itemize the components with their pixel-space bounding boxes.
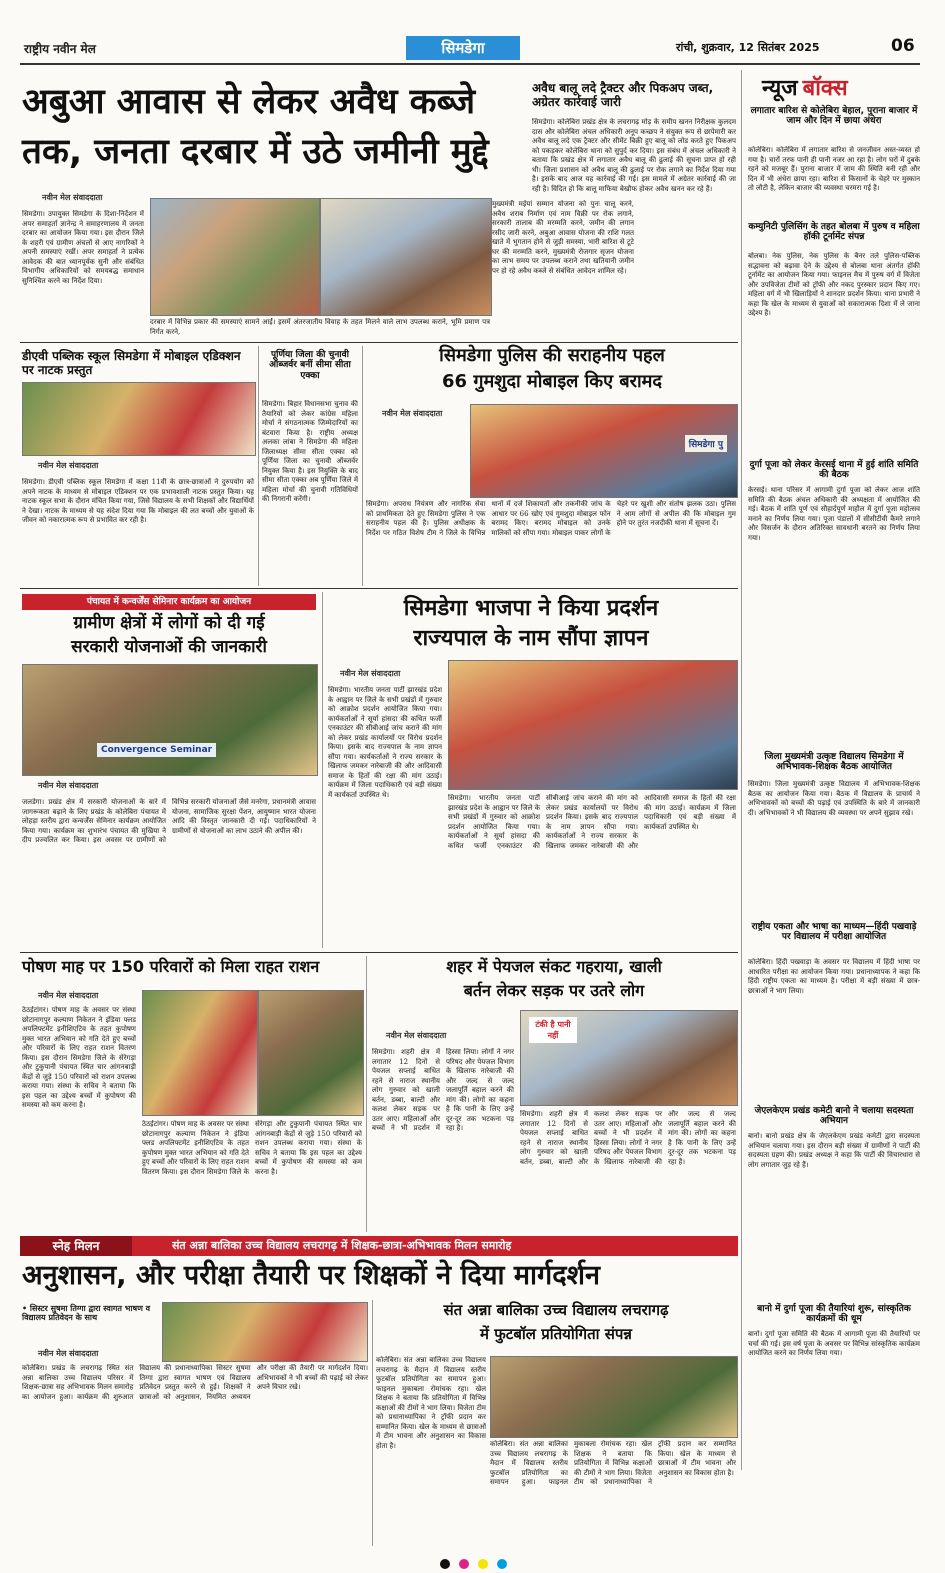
sneh-strip-text: संत अन्ना बालिका उच्च विद्यालय लचरागढ़ में शिक्षक-छात्रा-अभिभावक मिलन समारोह bbox=[172, 1239, 512, 1252]
dav-headline: डीएवी पब्लिक स्कूल सिमडेगा में मोबाइल एडिक्शन पर नाटक प्रस्तुत bbox=[22, 349, 241, 377]
dateline: रांची, शुक्रवार, 12 सितंबर 2025 bbox=[676, 41, 820, 54]
bjp-photo bbox=[448, 660, 738, 790]
poshan-photo-2 bbox=[258, 990, 364, 1116]
poshan-body-cont: ठेठईटांगर। पोषण माह के अवसर पर संस्था छोटानागपुर कल्याण निकेतन ने इंडिया फ्लड अपलिफ्टमेंट इनीशिएटिव के तहत कुपोषण मुक्त भारत अभियान को गति देते हुए बच्चों और परिवारों के लिए राहत राशन वितरण किया। इस दौरान सिमडेगा जिले के सेरेगड़ा और टुकुपानी पंचायत स्थित चार आंगनबाड़ी केंद्रों से जुड़े 150 परिवारों को राशन उपलब्ध कराया गया। संस्था के सचिव ने बताया कि इस पहल का उद्देश्य बच्चों में कुपोषण की समस्या को कम करना है। bbox=[142, 1120, 362, 1176]
water-body-cont: सिमडेगा। शहरी क्षेत्र में लगातार 12 दिनों से पेयजल सप्लाई बाधित रहने से नाराज स्थानीय लोग गुरुवार को खाली बर्तन, डब्बा, बाल्टी और कलश लेकर सड़क पर उतर आए। महिलाओं और बच्चों ने भी प्रदर्शन में हिस्सा लिया। लोगों ने नगर परिषद और पेयजल विभाग के खिलाफ नारेबाजी की और जल्द से जल्द जलापूर्ति बहाल करने की मांग की। लोगों का कहना है कि पानी के लिए उन्हें दूर-दूर तक भटकना पड़ रहा है। bbox=[520, 1110, 736, 1166]
gramin-kicker: पंचायत में कन्वर्जेंस सेमिनार कार्यक्रम का आयोजन bbox=[22, 594, 316, 610]
police-body: सिमडेगा। अपराध नियंत्रण और नागरिक सेवा को प्राथमिकता देते हुए सिमडेगा पुलिस ने एक सराहनीय पहल की है। पुलिस अधीक्षक के निर्देश पर गठित विशेष टीम ने जिले के विभिन्न थानों में दर्ज शिकायतों और तकनीकी जांच के आधार पर 66 खोए एवं गुमशुदा मोबाइल फोन बरामद किए। बरामद मोबाइल को उनके मालिकों को सौंपा गया। मोबाइल पाकर लोगों के चेहरे पर खुशी और संतोष झलक उठा। पुलिस ने आम लोगों से अपील की कि मोबाइल गुम होने पर तुरंत नजदीकी थाना में सूचना दें। bbox=[366, 500, 736, 537]
lead-body-right: मुख्यमंत्री मईयां सम्मान योजना को पुनः चालू करने, अवैध शराब निर्माण एवं नाम विक्री पर रोक लगाने, सरकारी तालाब की मरम्मति करने, जमीन की लगान रसीद जारी करने, अबुआ आवास योजना की राशि गलत खाते में भुगतान होने से जुड़ी समस्या, भारी बारिश से टूटे घर की मरम्मति करने, मुख्यमंत्री रोजगार सृजन योजना का लाभ समय पर उपलब्ध कराने तथा खतियानी जमीन पर हो रहे अवैध कब्जे से संबंधित आवेदन शामिल रहे। bbox=[492, 200, 634, 275]
lead-headline-line2: तक, जनता दरबार में उठे जमीनी मुद्दे bbox=[22, 132, 489, 172]
lead-body-left: सिमडेगा। उपायुक्त सिमडेगा के दिशा-निर्देशन में अपर समाहर्ता ज्ञानेन्द्र ने समाहरणालय में जनता दरबार का आयोजन किया गया। इस दौरान जिले के शहरी एवं ग्रामीण अंचलों से आए नागरिकों ने अपनी समस्याएं रखीं। अपर समाहर्ता ने प्रत्येक आवेदक की बात ध्यानपूर्वक सुनी और संबंधित विभागीय अधिकारियों को समयबद्ध समाधान सुनिश्चित करने का निर्देश दिया। bbox=[22, 210, 144, 285]
poshan-headline: पोषण माह पर 150 परिवारों को मिला राहत राशन bbox=[22, 957, 320, 976]
sneh-headline: अनुशासन, और परीक्षा तैयारी पर शिक्षकों ने दिया मार्गदर्शन bbox=[22, 1260, 600, 1291]
bjp-headline-line1: सिमडेगा भाजपा ने किया प्रदर्शन bbox=[403, 596, 659, 621]
news-box-title-1: न्यूज bbox=[762, 76, 798, 101]
purnia-body: सिमडेगा। बिहार विधानसभा चुनाव की तैयारियों को लेकर कांग्रेस महिला मोर्चा ने संगठनात्मक जिम्मेदारियों का बंटवारा किया है। राष्ट्रीय अध्यक्ष अलका लांबा ने सिमडेगा की महिला जिलाध्यक्ष सीमा सीता एक्का को पूर्णिया जिला का चुनावी ऑब्जर्वर नियुक्त किया है। इस नियुक्ति के बाद सीमा सीता एक्का अब पूर्णिया जिले में महिला मोर्चा की चुनावी गतिविधियों की निगरानी करेंगी। bbox=[262, 400, 358, 503]
news-box-item7-body: बानो। दुर्गा पूजा समिति की बैठक में आगामी पूजा की तैयारियों पर चर्चा की गई। इस वर्ष पूजा के अवसर पर विभिन्न सांस्कृतिक कार्यक्रम आयोजित करने का निर्णय लिया गया। bbox=[748, 1330, 920, 1357]
football-body-cont: कोलेबिरा। संत अन्ना बालिका उच्च विद्यालय लचरागढ़ के मैदान में विद्यालय स्तरीय फुटबॉल प्रतियोगिता का समापन हुआ। फाइनल मुकाबला रोमांचक रहा। खेल शिक्षक ने बताया कि प्रतियोगिता में विभिन्न कक्षाओं की टीमों ने भाग लिया। विजेता टीम को प्रधानाध्यापिका ने ट्रॉफी प्रदान कर सम्मानित किया। खेल के माध्यम से छात्राओं में टीम भावना और अनुशासन का विकास होता है। bbox=[490, 1440, 736, 1486]
police-photo-banner: सिमडेगा पु bbox=[685, 435, 727, 452]
gramin-body: जलडेगा। प्रखंड क्षेत्र में सरकारी योजनाओं के बारे में जागरूकता बढ़ाने के लिए प्रखंड के कोलेबिरा पंचायत में लोहड़ा स्तरीय द्वारा कन्वर्जेंस सेमिनार कार्यक्रम आयोजित किया गया। कार्यक्रम का शुभारंभ पंचायत की मुखिया ने दीप प्रज्वलित कर किया। इस अवसर पर ग्रामीणों को विभिन्न सरकारी योजनाओं जैसे मनरेगा, प्रधानमंत्री आवास योजना, सामाजिक सुरक्षा पेंशन, आयुष्मान भारत योजना आदि की विस्तृत जानकारी दी गई। पदाधिकारियों ने ग्रामीणों से योजनाओं का लाभ उठाने की अपील की। bbox=[22, 798, 316, 844]
news-box-item2-head: कम्युनिटी पुलिसिंग के तहत बोलबा में पुरुष व महिला हॉकी टूर्नामेंट संपन्न bbox=[748, 222, 920, 243]
lead-photo-1 bbox=[150, 198, 320, 316]
sneh-body: कोलेबिरा। प्रखंड के लचरागढ़ स्थित संत अन्ना बालिका उच्च विद्यालय परिसर में शिक्षक-छात्रा सह अभिभावक मिलन समारोह का आयोजन हुआ। कार्यक्रम की शुरुआत विद्यालय की प्रधानाध्यापिका सिस्टर सुषमा तिग्गा द्वारा स्वागत भाषण एवं विद्यालय प्रतिवेदन प्रस्तुत करने से हुई। शिक्षकों ने छात्राओं को अनुशासन, नियमित अध्ययन और परीक्षा की तैयारी पर मार्गदर्शन दिया। अभिभावकों ने भी बच्चों की पढ़ाई को लेकर अपने विचार रखे। bbox=[22, 1364, 368, 1401]
water-photo bbox=[520, 1010, 738, 1106]
bjp-body: सिमडेगा। भारतीय जनता पार्टी झारखंड प्रदेश के आह्वान पर जिले के सभी प्रखंडों में गुरुवार को आक्रोश प्रदर्शन आयोजित किया गया। कार्यकर्ताओं ने सूर्या हांसदा की कथित फर्जी एनकाउंटर की सीबीआई जांच कराने की मांग को लेकर प्रखंड कार्यालयों पर विरोध प्रदर्शन किया। इसके बाद राज्यपाल के नाम ज्ञापन सौंपा गया। कार्यकर्ताओं ने राज्य सरकार के खिलाफ जमकर नारेबाजी की और आदिवासी समाज के हितों की रक्षा की मांग उठाई। कार्यक्रम में जिला पदाधिकारी एवं बड़ी संख्या में कार्यकर्ता उपस्थित थे। bbox=[328, 686, 442, 799]
news-box-item4-body: सिमडेगा। जिला मुख्यमंत्री उत्कृष्ट विद्यालय में अभिभावक-शिक्षक बैठक का आयोजन किया गया। बैठक में विद्यालय के प्राचार्य ने अभिभावकों को बच्चों की पढ़ाई एवं उपस्थिति के बारे में जानकारी दी। अभिभावकों ने भी विद्यालय की व्यवस्था पर अपने सुझाव रखे। bbox=[748, 780, 920, 817]
sneh-strip bbox=[20, 1236, 738, 1256]
bjp-byline: नवीन मेल संवाददाता bbox=[340, 669, 401, 678]
news-box-title bbox=[762, 72, 922, 102]
news-box-item2-body: बोलबा। नेक पुलिस, नेक पुलिस के बैनर तले पुलिस-पब्लिक सद्भावना को बढ़ावा देने के उद्देश्य से बोलबा थाना अंतर्गत हॉकी टूर्नामेंट का आयोजन किया गया। फाइनल मैच में पुरुष वर्ग में विजेता और उपविजेता टीमों को ट्रॉफी और नकद पुरस्कार प्रदान किए गए। महिला वर्ग में भी खिलाड़ियों ने शानदार प्रदर्शन किया। थाना प्रभारी ने कहा कि खेल के माध्यम से युवाओं को सकारात्मक दिशा में ले जाना उद्देश्य है। bbox=[748, 252, 920, 317]
news-box-item5-body: कोलेबिरा। हिंदी पखवाड़ा के अवसर पर विद्यालय में हिंदी भाषा पर आधारित परीक्षा का आयोजन किया गया। प्रधानाध्यापक ने कहा कि हिंदी राष्ट्रीय एकता का माध्यम है। परीक्षा में बड़ी संख्या में छात्र-छात्राओं ने भाग लिया। bbox=[748, 958, 920, 995]
news-box-item5-head: राष्ट्रीय एकता और भाषा का माध्यम—हिंदी पखवाड़े पर विद्यालय में परीक्षा आयोजित bbox=[751, 922, 917, 943]
dav-byline: नवीन मेल संवाददाता bbox=[38, 461, 99, 470]
gramin-photo-banner: Convergence Seminar bbox=[97, 743, 216, 757]
paper-name: राष्ट्रीय नवीन मेल bbox=[24, 42, 96, 56]
water-headline-line2: बर्तन लेकर सड़क पर उतरे लोग bbox=[463, 981, 645, 1000]
poshan-byline: नवीन मेल संवाददाता bbox=[38, 991, 99, 1000]
news-box-item6-head: जेएलकेएम प्रखंड कमेटी बानो ने चलाया सदस्यता अभियान bbox=[754, 1106, 914, 1127]
sneh-photo bbox=[162, 1302, 368, 1362]
purnia-headline: पूर्णिया जिला की चुनावी ऑब्जर्वर बनीं सीमा सीता एक्का bbox=[269, 350, 351, 381]
masthead bbox=[0, 0, 945, 70]
water-byline: नवीन मेल संवाददाता bbox=[386, 1031, 447, 1040]
lead-photo-caption: दरबार में विभिन्न प्रकार की समस्याएं सामने आईं। इसमें अंतरजातीय विवाह के तहत मिलने वाले लाभ उपलब्ध कराने, भूमि प्रमाण पत्र निर्गत करने, bbox=[150, 318, 490, 336]
lead-byline: नवीन मेल संवाददाता bbox=[42, 193, 103, 202]
water-body: सिमडेगा। शहरी क्षेत्र में लगातार 12 दिनों से पेयजल सप्लाई बाधित रहने से नाराज स्थानीय लोग गुरुवार को खाली बर्तन, डब्बा, बाल्टी और कलश लेकर सड़क पर उतर आए। महिलाओं और बच्चों ने भी प्रदर्शन में हिस्सा लिया। लोगों ने नगर परिषद और पेयजल विभाग के खिलाफ नारेबाजी की और जल्द से जल्द जलापूर्ति बहाल करने की मांग की। लोगों का कहना है कि पानी के लिए उन्हें दूर-दूर तक भटकना पड़ रहा है। bbox=[372, 1048, 514, 1132]
news-box-item1-head: लगातार बारिश से कोलेबिरा बेहाल, पुराना बाजार में जाम और दिन में छाया अंधेरा bbox=[750, 106, 918, 127]
news-box-title-2: बॉक्स bbox=[802, 76, 848, 101]
sneh-byline: नवीन मेल संवाददाता bbox=[38, 1349, 99, 1358]
print-registration-marks bbox=[440, 1554, 510, 1566]
dav-body: सिमडेगा। डीएवी पब्लिक स्कूल सिमडेगा में कक्षा 11वीं के छात्र-छात्राओं ने दुरुपयोग को अपने नाटक के माध्यम से मोबाइल एडिक्शन पर एक प्रभावशाली नाटक प्रस्तुत किया। यह नाटक स्कूल सभा के दौरान मंचित किया गया, जिसे विद्यालय के सभी शिक्षकों और विद्यार्थियों ने देखा। नाटक के माध्यम से यह संदेश दिया गया कि मोबाइल की लत बच्चों और युवाओं के जीवन को नकारात्मक रूप से प्रभावित कर रही है। bbox=[22, 478, 254, 524]
news-box-item4-head: जिला मुख्यमंत्री उत्कृष्ट विद्यालय सिमडेगा में अभिभावक-शिक्षक बैठक आयोजित bbox=[764, 752, 904, 773]
bjp-headline-line2: राज्यपाल के नाम सौंपा ज्ञापन bbox=[413, 626, 649, 651]
news-box-item3-head: दुर्गा पूजा को लेकर केरसई थाना में हुई शांति समिति की बैठक bbox=[749, 460, 919, 481]
poshan-photo-1 bbox=[142, 990, 258, 1116]
football-headline-line1: संत अन्ना बालिका उच्च विद्यालय लचरागढ़ bbox=[443, 1301, 669, 1319]
football-body: कोलेबिरा। संत अन्ना बालिका उच्च विद्यालय लचरागढ़ के मैदान में विद्यालय स्तरीय फुटबॉल प्रतियोगिता का समापन हुआ। फाइनल मुकाबला रोमांचक रहा। खेल शिक्षक ने बताया कि प्रतियोगिता में विभिन्न कक्षाओं की टीमों ने भाग लिया। विजेता टीम को प्रधानाध्यापिका ने ट्रॉफी प्रदान कर सम्मानित किया। खेल के माध्यम से छात्राओं में टीम भावना और अनुशासन का विकास होता है। bbox=[376, 1356, 486, 1450]
police-headline-line1: सिमडेगा पुलिस की सराहनीय पहल bbox=[439, 345, 665, 366]
lead-headline-line1: अबुआ आवास से लेकर अवैध कब्जे bbox=[22, 82, 476, 122]
gramin-headline-line2: सरकारी योजनाओं की जानकारी bbox=[71, 637, 267, 657]
football-photo bbox=[490, 1356, 738, 1438]
sneh-tag: स्नेह मिलन bbox=[20, 1236, 132, 1256]
police-headline-line2: 66 गुमशुदा मोबाइल किए बरामद bbox=[442, 371, 662, 392]
water-headline-line1: शहर में पेयजल संकट गहराया, खाली bbox=[446, 957, 662, 976]
tractor-headline: अवैध बालू लदे ट्रैक्टर और पिकअप जब्त, अग्रेतर कार्रवाई जारी bbox=[532, 81, 714, 109]
police-byline: नवीन मेल संवाददाता bbox=[382, 409, 443, 418]
news-box-item1-body: कोलेबिरा। कोलेबिरा में लगातार बारिश से जनजीवन अस्त-व्यस्त हो गया है। चारों तरफ पानी ही पानी नजर आ रहा है। लोग घरों में दुबके रहने को मजबूर हैं। पुराना बाजार में जाम की स्थिति बनी रही और दिन में भी अंधेरा छाया रहा। बारिश से किसानों के चेहरे पर मुस्कान तो लौटी है, लेकिन बाजार की व्यवस्था चरमरा गई है। bbox=[748, 146, 920, 192]
page-number: 06 bbox=[891, 36, 915, 56]
section-tag: सिमडेगा bbox=[406, 36, 520, 60]
dav-photo bbox=[22, 382, 256, 456]
sneh-bullet: • सिस्टर सुषमा तिग्गा द्वारा स्वागत भाषण व विद्यालय प्रतिवेदन के साथ bbox=[22, 1304, 151, 1323]
news-box-item6-body: बानो। बानो प्रखंड क्षेत्र के जेएलकेएम प्रखंड कमेटी द्वारा सदस्यता अभियान चलाया गया। इस दौरान बड़ी संख्या में ग्रामीणों ने पार्टी की सदस्यता ग्रहण की। प्रखंड अध्यक्ष ने कहा कि पार्टी की विचारधारा से लोग लगातार जुड़ रहे हैं। bbox=[748, 1132, 920, 1169]
gramin-headline-line1: ग्रामीण क्षेत्रों में लोगों को दी गई bbox=[73, 613, 265, 633]
police-photo bbox=[470, 404, 738, 498]
gramin-photo bbox=[22, 664, 318, 776]
lead-photo-2 bbox=[320, 198, 492, 316]
poshan-body: ठेठईटांगर। पोषण माह के अवसर पर संस्था छोटानागपुर कल्याण निकेतन ने इंडिया फ्लड अपलिफ्टमेंट इनीशिएटिव के तहत कुपोषण मुक्त भारत अभियान को गति देते हुए बच्चों और परिवारों के लिए राहत राशन वितरण किया। इस दौरान सिमडेगा जिले के सेरेगड़ा और टुकुपानी पंचायत स्थित चार आंगनबाड़ी केंद्रों से जुड़े 150 परिवारों को राशन उपलब्ध कराया गया। संस्था के सचिव ने बताया कि इस पहल का उद्देश्य बच्चों में कुपोषण की समस्या को कम करना है। bbox=[22, 1006, 136, 1109]
news-box-item7-head: बानो में दुर्गा पूजा की तैयारियां शुरू, सांस्कृतिक कार्यक्रमों की धूम bbox=[757, 1304, 911, 1325]
news-box-item3-body: केरसई। थाना परिसर में आगामी दुर्गा पूजा को लेकर आज शांति समिति की बैठक अंचल अधिकारी की अध्यक्षता में आयोजित की गई। बैठक में शांति पूर्ण एवं सौहार्दपूर्ण माहौल में दुर्गा पूजा महोत्सव मनाने का निर्णय लिया गया। पूजा पंडालों में सीसीटीवी कैमरे लगाने और विसर्जन के दौरान अतिरिक्त सावधानी बरतने का निर्णय लिया गया। bbox=[748, 486, 920, 542]
tractor-body: सिमडेगा। कोलेबिरा प्रखंड क्षेत्र के लचरागढ़ मोड़ के समीप खनन निरीक्षक कुलदम दास और कोलेबिरा अंचल अधिकारी अनूप कच्छप ने संयुक्त रूप से छापेमारी कर अवैध बालू लदे एक ट्रैक्टर और सीमेंट बिक्री हुए बालू को लोड करते हुए पिकअप को पकड़कर कोलेबिरा थाना को सुपुर्द कर दिया। इस संबंध में अंचल अधिकारी ने बताया कि प्रखंड क्षेत्र में लगातार अवैध बालू की ढुलाई की सूचना प्राप्त हो रही थी। जिला प्रशासन को अवैध बालू की ढुलाई पर रोक लगाने का निर्देश दिया गया है। इसके बाद आज यह कार्रवाई की गई। इस मामले में अग्रेतर कार्रवाई की जा रही है। विदित हो कि बालू माफिया बेखौफ होकर अवैध खनन कर रहे हैं। bbox=[532, 118, 736, 193]
gramin-byline: नवीन मेल संवाददाता bbox=[38, 781, 99, 790]
water-photo-sign: टंकी है पानी नहीं bbox=[529, 1017, 577, 1043]
bjp-body-cont: सिमडेगा। भारतीय जनता पार्टी झारखंड प्रदेश के आह्वान पर जिले के सभी प्रखंडों में गुरुवार को आक्रोश प्रदर्शन आयोजित किया गया। कार्यकर्ताओं ने सूर्या हांसदा की कथित फर्जी एनकाउंटर की सीबीआई जांच कराने की मांग को लेकर प्रखंड कार्यालयों पर विरोध प्रदर्शन किया। इसके बाद राज्यपाल के नाम ज्ञापन सौंपा गया। कार्यकर्ताओं ने राज्य सरकार के खिलाफ जमकर नारेबाजी की और आदिवासी समाज के हितों की रक्षा की मांग उठाई। कार्यक्रम में जिला पदाधिकारी एवं बड़ी संख्या में कार्यकर्ता उपस्थित थे। bbox=[448, 794, 736, 850]
football-headline-line2: में फुटबॉल प्रतियोगिता संपन्न bbox=[480, 1325, 632, 1343]
